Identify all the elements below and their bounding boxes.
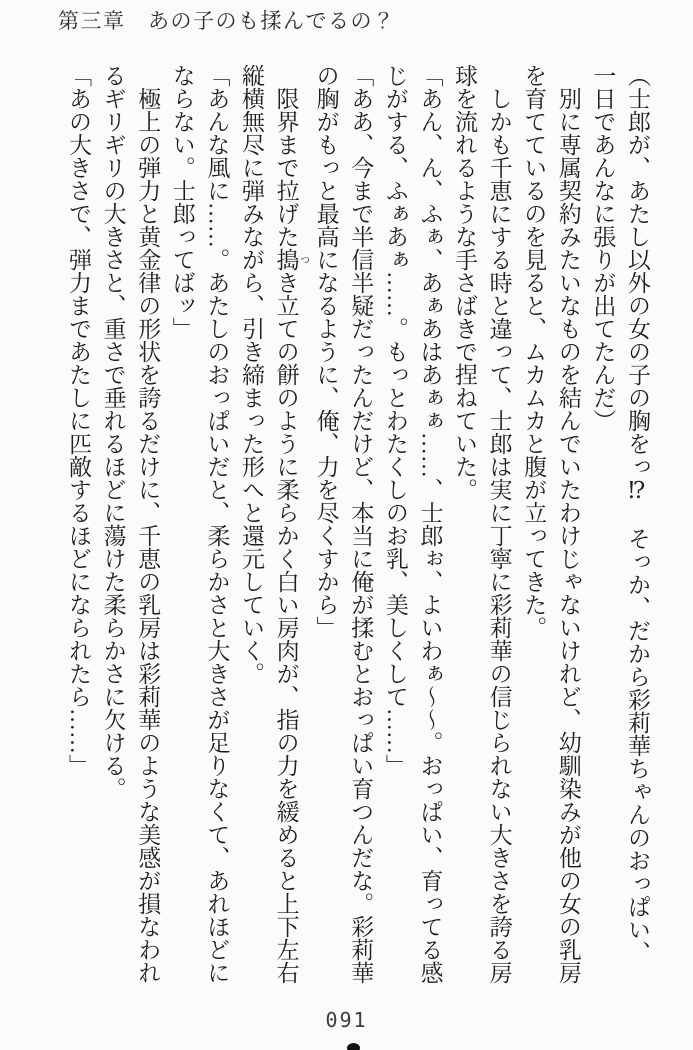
novel-paragraph: しかも千恵にする時と違って、士郎は実に丁寧に彩莉華の信じられない大きさを誇る房球を流れるような手さばきで捏ねていた。 xyxy=(452,64,512,984)
novel-paragraph: 「ああ、今まで半信半疑だったんだけど、本当に俺が揉むとおっぱい育つんだな。彩莉華の胸がもっと最高になるように、俺、力を尽くすから」 xyxy=(313,64,374,984)
ruby-annotation: 搗 つ xyxy=(273,248,309,271)
novel-paragraph: 「あの大きさで、弾力まであたしに匹敵するほどになられたら……」 xyxy=(66,64,91,777)
ink-dot-mark xyxy=(347,1043,360,1050)
novel-text-block xyxy=(60,64,654,984)
novel-paragraph: 限界まで拉げた搗 つき立ての餅のように柔らかく白い房肉が、指の力を緩めると上下左右縦横無尽に弾みながら、引き締まった形へと還元していく。 xyxy=(238,64,309,984)
page-number: 091 xyxy=(325,1008,368,1032)
novel-paragraph: 「あんな風に……。あたしのおっぱいだと、柔らかさと大きさが足りなくて、あれほどにならない。士郎ってばッ」 xyxy=(169,64,230,984)
novel-paragraph: （士郎が、あたし以外の女の子の胸をっ⁉ そっか、だから彩莉華ちゃんのおっぱい、一日であんなに張りが出てたんだ） xyxy=(590,64,650,964)
chapter-header: 第三章 あの子のも揉んでるの？ xyxy=(58,9,396,33)
novel-paragraph: 別に専属契約みたいなものを結んでいたわけじゃないけれど、幼馴染みが他の女の乳房を育てているのを見ると、ムカムカと腹が立ってきた。 xyxy=(521,64,581,984)
novel-paragraph: 「あん、ん、ふぁ、あぁあはあぁぁ……、士郎ぉ、よいわぁ～～。おっぱい、育ってる感じがする、ふぁあぁ……。もっとわたくしのお乳、美しくして……」 xyxy=(382,64,443,984)
novel-paragraph: 極上の弾力と黄金律の形状を誇るだけに、千恵の乳房は彩莉華のような美感が損なわれるギリギリの大きさと、重さで垂れるほどに蕩けた柔らかさに欠ける。 xyxy=(100,64,161,984)
